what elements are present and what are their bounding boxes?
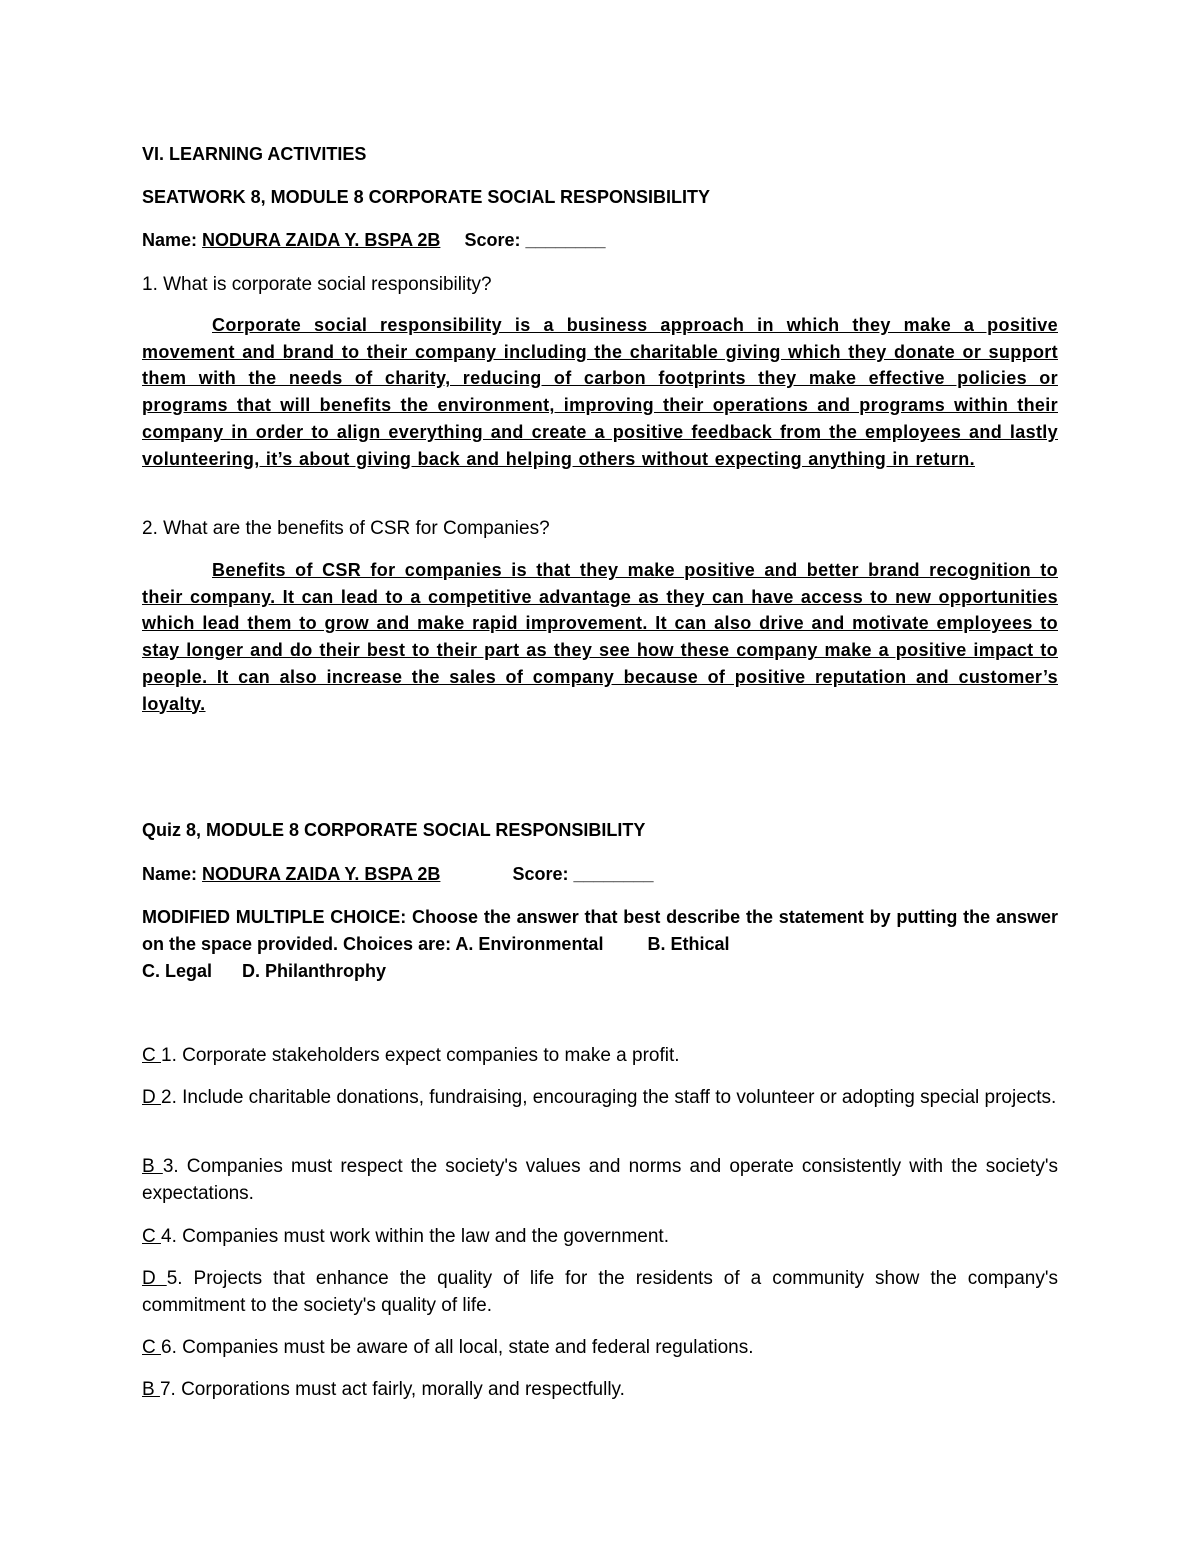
instructions-text: MODIFIED MULTIPLE CHOICE: Choose the answer that best describe the statement by putting the answer on the space provided. Choices are: A. Environmental [142,907,1058,954]
seatwork-name-line [142,227,1058,254]
item-text: 3. Companies must respect the society's values and norms and operate consistently with the society's expectations. [142,1156,1059,1204]
answer-2-text: Benefits of CSR for companies is that they make positive and better brand recognition to their company. It can lead to a competitive advantage as they can have access to new opportunities which lead them to grow and make rapid improvement. It can also drive and motivate employees to stay longer and do their best to their part as they see how these company make a positive impact to people. It can also increase the sales of company because of positive reputation and customer’s loyalty. [142,560,1058,714]
score-label: Score: [464,230,521,250]
item-text: 1. Corporate stakeholders expect companies to make a profit. [161,1045,680,1066]
item-text: 6. Companies must be aware of all local, state and federal regulations. [161,1337,754,1358]
item-text: 2. Include charitable donations, fundraising, encouraging the staff to volunteer or adopting special projects. [161,1087,1057,1108]
score-blank: ________ [573,864,654,884]
score-label: Score: [512,864,569,884]
name-value: NODURA ZAIDA Y. BSPA 2B [202,864,441,884]
quiz-item [142,1042,1058,1069]
item-answer: B [142,1379,160,1400]
answer-1-text: Corporate social responsibility is a business approach in which they make a positive movement and brand to their company including the charitable giving which they donate or support them with the needs of charity, reducing of carbon footprints they make effective policies or programs that will benefits the environment, improving their operations and programs within their company in order to align everything and create a positive feedback from the employees and lastly volunteering, it’s about giving back and helping others without expecting anything in return. [142,315,1058,469]
choice-d: D. Philanthrophy [242,961,387,981]
quiz-item [142,1223,1058,1250]
name-label: Name: [142,864,198,884]
score-blank: ________ [525,230,606,250]
quiz-item [142,1376,1058,1403]
item-answer: C [142,1226,161,1247]
name-label: Name: [142,230,198,250]
question-2: 2. What are the benefits of CSR for Companies? [142,518,550,539]
quiz-item [142,1084,1058,1111]
quiz-item [142,1265,1058,1319]
quiz-item [142,1153,1058,1207]
item-text: 4. Companies must work within the law and the government. [161,1226,669,1247]
question-1: 1. What is corporate social responsibility? [142,274,492,295]
seatwork-title: SEATWORK 8, MODULE 8 CORPORATE SOCIAL RESPONSIBILITY [142,187,711,207]
answer-2 [142,557,1058,717]
item-answer: D [142,1087,161,1108]
answer-1 [142,312,1058,472]
item-text: 5. Projects that enhance the quality of life for the residents of a community show the company's commitment to the society's quality of life. [142,1268,1058,1316]
item-text: 7. Corporations must act fairly, morally and respectfully. [159,1379,625,1400]
item-answer: C [142,1337,161,1358]
choice-b: B. Ethical [647,934,730,954]
name-value: NODURA ZAIDA Y. BSPA 2B [202,230,441,250]
quiz-item [142,1334,1058,1361]
item-answer: B [142,1156,163,1177]
quiz-instructions [142,904,1058,985]
section-title: VI. LEARNING ACTIVITIES [142,144,367,164]
choice-c: C. Legal [142,961,213,981]
item-answer: D [142,1268,167,1289]
quiz-title: Quiz 8, MODULE 8 CORPORATE SOCIAL RESPONSIBILITY [142,820,646,840]
quiz-name-line [142,861,1058,888]
item-answer: C [142,1045,161,1066]
